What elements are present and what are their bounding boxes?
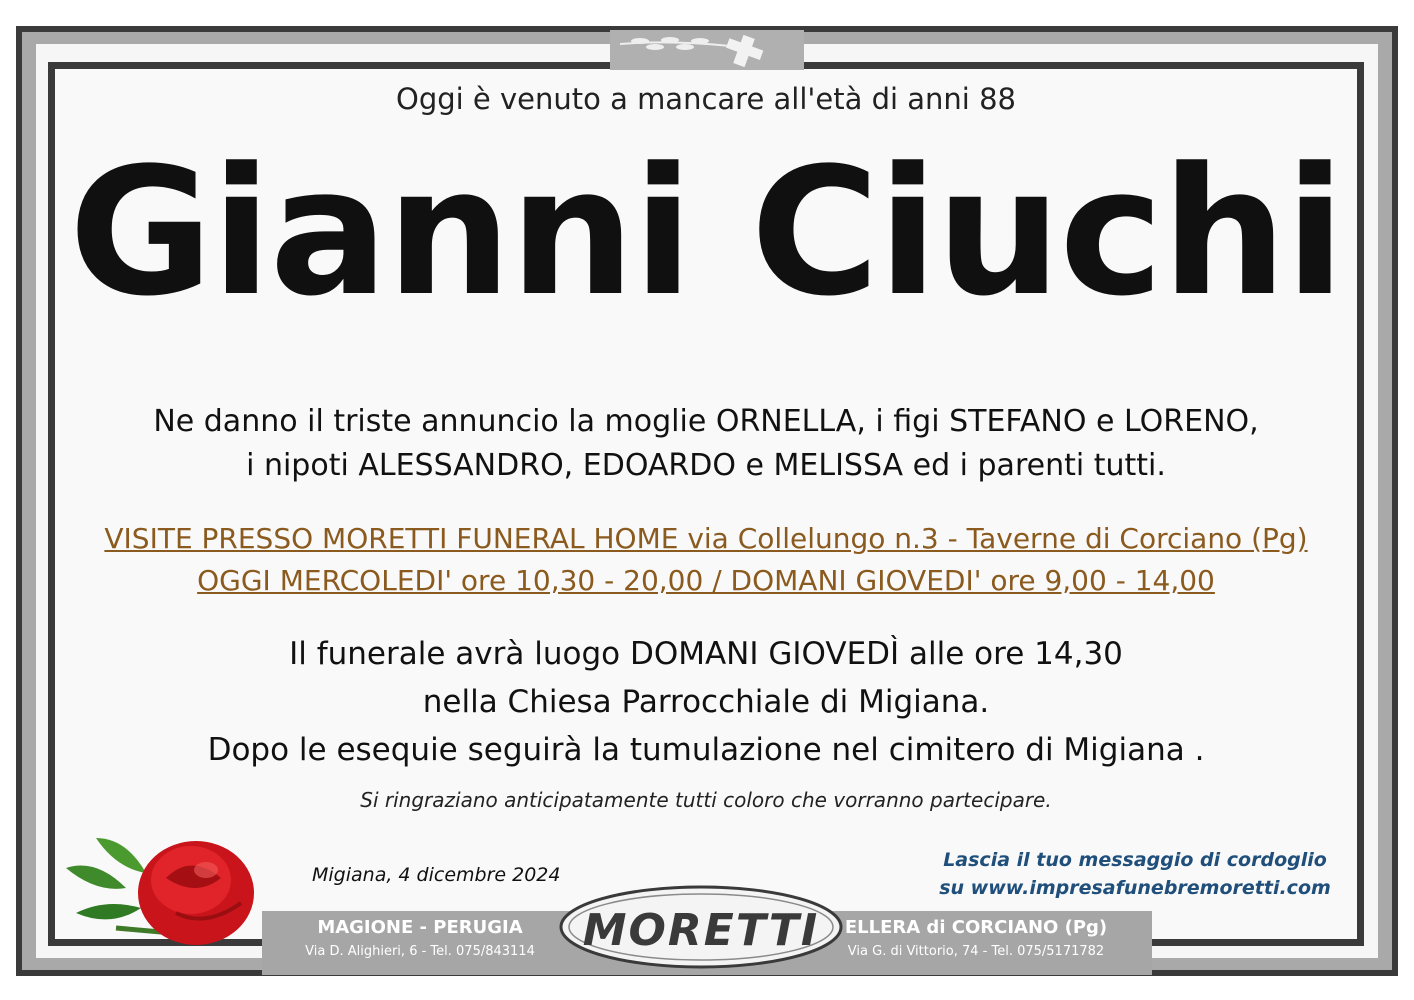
announcement-line: Ne danno il triste annuncio la moglie ORNELLA, i figi STEFANO e LORENO, (153, 404, 1259, 439)
moretti-logo (557, 883, 845, 971)
condolence-link[interactable]: su www.impresafunebremoretti.com (939, 877, 1331, 899)
thanks-text: Si ringraziano anticipatamente tutti coloro che vorranno partecipare. (360, 788, 1052, 812)
funeral-line: Dopo le esequie seguirà la tumulazione nel cimitero di Migiana . (207, 732, 1205, 768)
funeral-info (55, 630, 1357, 774)
footer-office-right (836, 915, 1116, 963)
visits-info (55, 518, 1357, 602)
announcement-line: i nipoti ALESSANDRO, EDOARDO e MELISSA ed i parenti tutti. (246, 448, 1166, 483)
visits-line: VISITE PRESSO MORETTI FUNERAL HOME via Collelungo n.3 - Taverne di Corciano (Pg) (104, 522, 1308, 555)
footer-address: Via D. Alighieri, 6 - Tel. 075/843114 (305, 944, 535, 959)
notice-date: Migiana, 4 dicembre 2024 (312, 864, 561, 886)
intro-text: Oggi è venuto a mancare all'età di anni 88 (396, 82, 1016, 116)
deceased-name: Gianni Ciuchi (68, 130, 1344, 335)
footer-city: ELLERA di CORCIANO (Pg) (844, 917, 1108, 938)
cross-and-olive-branch-icon (610, 30, 804, 70)
funeral-line: nella Chiesa Parrocchiale di Migiana. (422, 684, 990, 720)
footer-office-left (280, 915, 560, 963)
footer-address: Via G. di Vittorio, 74 - Tel. 075/5171782 (847, 944, 1105, 959)
footer-city: MAGIONE - PERUGIA (317, 917, 523, 938)
visits-line: OGGI MERCOLEDI' ore 10,30 - 20,00 / DOMANI GIOVEDI' ore 9,00 - 14,00 (197, 564, 1215, 597)
funeral-line: Il funerale avrà luogo DOMANI GIOVEDÌ alle ore 14,30 (289, 636, 1123, 672)
condolence-line: Lascia il tuo messaggio di cordoglio (943, 849, 1327, 871)
footer-bar (262, 905, 1152, 975)
condolence-message[interactable] (930, 846, 1340, 902)
announcement (55, 400, 1357, 488)
top-ornament-plaque (610, 30, 804, 70)
red-rose-icon (56, 818, 266, 948)
logo-text: MORETTI (582, 905, 820, 956)
